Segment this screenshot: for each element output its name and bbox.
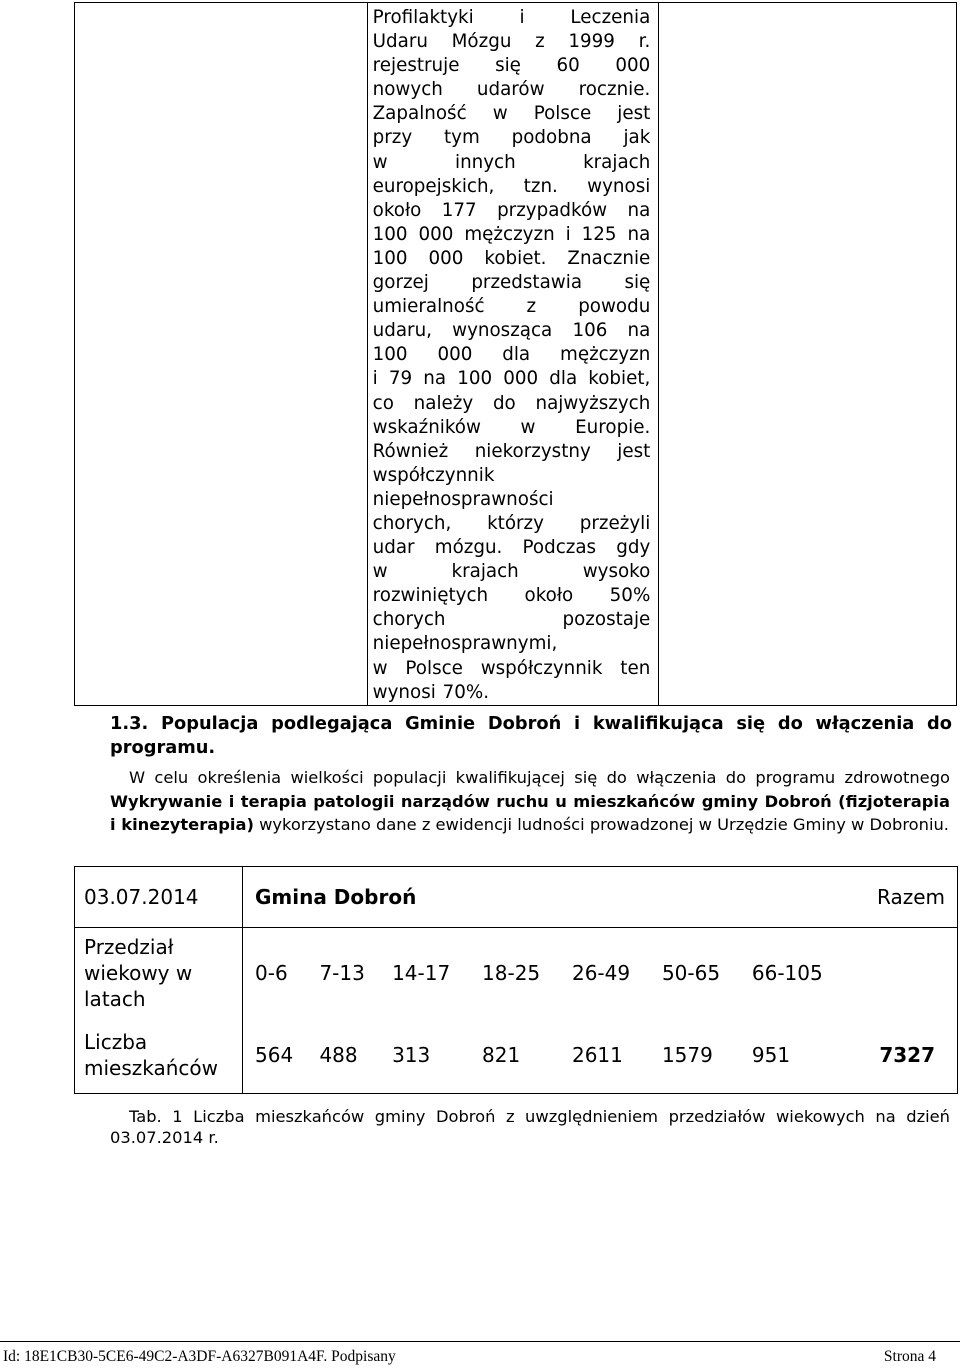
middle-cell-line: rejestruje się 60 000 — [372, 55, 651, 77]
intro-text-prefix: W celu określenia wielkości populacji kwalifikującej się do włączenia do programu zdrowotnego — [129, 768, 950, 787]
middle-cell-line: 100 000 dla mężczyzn — [372, 344, 651, 366]
age-group-cell: 66-105 — [751, 960, 823, 985]
population-table — [74, 866, 958, 1094]
residents-cell: 488 — [311, 1017, 384, 1094]
middle-cell-line: przy tym podobna jak — [372, 127, 651, 149]
age-group-cell: 14-17 — [392, 960, 451, 985]
age-group-cell: 18-25 — [482, 960, 541, 985]
section-heading: 1.3. Populacja podlegająca Gminie Dobroń i kwalifikująca się do włączenia do programu. — [110, 713, 952, 758]
table-residents-row — [75, 1017, 958, 1094]
intro-paragraph — [110, 766, 950, 837]
middle-cell-line: i 79 na 100 000 dla kobiet, — [372, 368, 651, 390]
age-group-cell: 26-49 — [571, 960, 631, 985]
middle-cell-line: w Polsce współczynnik ten — [372, 657, 651, 679]
age-group-cell: 7-13 — [319, 960, 365, 985]
middle-cell-line: nowych udarów rocznie. — [372, 79, 651, 101]
age-group-cell: 0-6 — [255, 960, 288, 985]
middle-cell-line: Udaru Mózgu z 1999 r. — [372, 31, 651, 53]
top-table-cell-middle — [367, 3, 659, 706]
residents-cell: 313 — [384, 1017, 474, 1094]
middle-cell-line: około 177 przypadków na — [372, 199, 651, 221]
footer-page-number: Strona 4 — [883, 1348, 936, 1365]
table-date: 03.07.2014 — [75, 867, 243, 928]
middle-cell-line: udaru, wynosząca 106 na — [372, 320, 651, 342]
residents-cell: 1579 — [654, 1017, 744, 1094]
residents-cell: 2611 — [564, 1017, 654, 1094]
middle-cell-line: Profilaktyki i Leczenia — [372, 7, 651, 28]
table-header-row — [75, 867, 958, 928]
residents-total-cell: 7327 — [851, 1017, 957, 1094]
middle-cell-line: Zapalność w Polsce jest — [372, 103, 651, 125]
program-name: Wykrywanie i terapia patologii narządów ruchu u mieszkańców gminy Dobroń (fizjoterapia i kinezyterapia) — [110, 791, 950, 834]
middle-cell-line: udar mózgu. Podczas gdy — [372, 537, 651, 559]
middle-cell-line: współczynnik — [372, 464, 495, 486]
table-age-row — [75, 928, 958, 1018]
middle-cell-line: 100 000 mężczyzn i 125 na — [372, 223, 651, 245]
age-group-cell: 50-65 — [661, 960, 721, 985]
age-label: Przedział wiekowy w latach — [75, 928, 243, 1018]
middle-cell-line: wynosi 70%. — [372, 681, 490, 703]
middle-cell-line: wskaźników w Europie. — [372, 416, 651, 438]
top-table-cell-right — [659, 3, 957, 706]
middle-cell-line: w innych krajach — [372, 151, 651, 173]
table-total-header: Razem — [744, 867, 958, 928]
middle-cell-text — [373, 6, 651, 705]
residents-cell: 951 — [744, 1017, 851, 1094]
age-total-cell — [851, 928, 957, 1018]
middle-cell-line: w krajach wysoko — [372, 561, 651, 583]
intro-text-suffix: wykorzystano dane z ewidencji ludności prowadzonej w Urzędzie Gminy w Dobroniu. — [253, 815, 949, 834]
middle-cell-line: umieralność z powodu — [372, 296, 651, 318]
middle-cell-line: gorzej przedstawia się — [372, 272, 651, 294]
middle-cell-line: Również niekorzystny jest — [372, 440, 651, 462]
middle-cell-line: niepełnosprawności — [372, 488, 554, 510]
table-caption: Tab. 1 Liczba mieszkańców gminy Dobroń z uwzględnieniem przedziałów wiekowych na dzień 03.07.2014 r. — [110, 1107, 950, 1147]
residents-cell: 564 — [243, 1017, 312, 1094]
middle-cell-line: 100 000 kobiet. Znacznie — [372, 247, 651, 269]
residents-label: Liczba mieszkańców — [75, 1017, 243, 1094]
top-table — [74, 2, 957, 706]
middle-cell-line: chorych pozostaje — [372, 609, 651, 631]
middle-cell-line: rozwiniętych około 50% — [372, 585, 651, 607]
top-table-cell-left — [75, 3, 368, 706]
residents-cell: 821 — [474, 1017, 564, 1094]
footer-document-id: Id: 18E1CB30-5CE6-49C2-A3DF-A6327B091A4F. Podpisany — [3, 1348, 396, 1365]
table-municipality: Gmina Dobroń — [243, 867, 744, 928]
middle-cell-line: niepełnosprawnymi, — [372, 633, 558, 655]
middle-cell-line: chorych, którzy przeżyli — [372, 512, 651, 534]
middle-cell-line: co należy do najwyższych — [372, 392, 651, 414]
middle-cell-line: europejskich, tzn. wynosi — [372, 175, 651, 197]
page-footer — [0, 1341, 960, 1368]
